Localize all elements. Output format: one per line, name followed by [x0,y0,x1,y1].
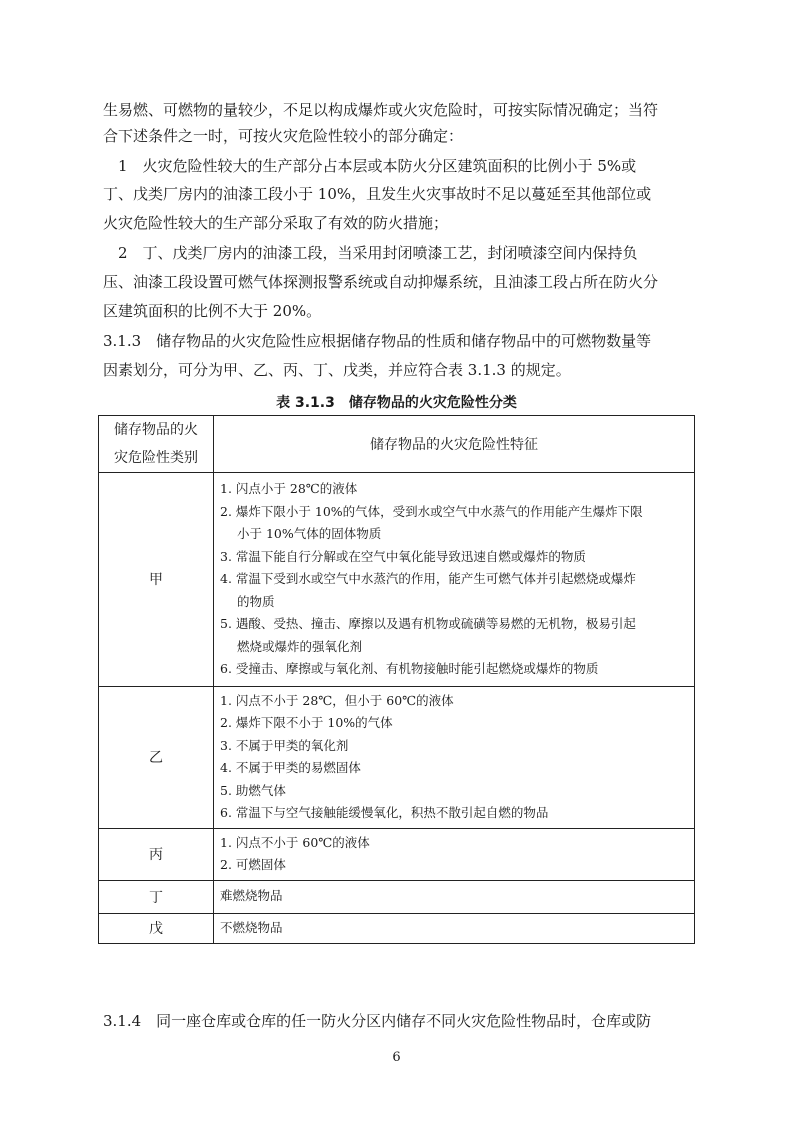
description-cell [214,880,695,913]
list-item: 2. 爆炸下限小于 10%的气体，受到水或空气中水蒸气的作用能产生爆炸下限 [220,503,643,519]
paragraph-line: 火灾危险性较大的生产部分采取了有效的防火措施； [103,214,449,232]
paragraph-line: 丁、戊类厂房内的油漆工段小于 10%，且发生火灾事故时不足以蔓延至其他部位或 [103,185,652,203]
list-item: 2. 可燃固体 [220,857,286,872]
table-title: 表 3.1.3 储存物品的火灾危险性分类 [276,395,517,411]
list-item: 1. 闪点小于 28℃的液体 [220,481,358,496]
category-cell: 丁 [99,880,214,913]
clause-3-1-4: 3.1.4 同一座仓库或仓库的任一防火分区内储存不同火灾危险性物品时，仓库或防 [103,1012,652,1030]
list-item: 1. 闪点不小于 60℃的液体 [220,834,370,850]
category-cell: 甲 [99,473,214,687]
category-cell: 乙 [99,686,214,828]
paragraph-line: 合下述条件之一时，可按火灾危险性较小的部分确定： [103,127,464,145]
header-category-line: 灾危险性类别 [114,450,198,466]
table-row [99,686,695,828]
description-cell [214,828,695,880]
list-item: 难燃烧物品 [220,888,283,904]
list-item: 5. 遇酸、受热、撞击、摩擦以及遇有机物或硫磺等易燃的无机物，极易引起 [220,616,636,631]
list-item: 6. 常温下与空气接触能缓慢氧化，积热不散引起自燃的物品 [220,805,549,820]
header-category-cell [99,416,214,473]
header-category-line: 储存物品的火 [114,422,198,438]
list-item: 燃烧或爆炸的强氧化剂 [237,638,363,654]
clause-3-1-3: 3.1.3 储存物品的火灾危险性应根据储存物品的性质和储存物品中的可燃物数量等 [103,332,652,350]
list-item: 5. 助燃气体 [220,782,286,798]
paragraph-line: 2 丁、戊类厂房内的油漆工段，当采用封闭喷漆工艺，封闭喷漆空间内保持负 [103,244,638,262]
list-item: 不燃烧物品 [220,919,283,935]
list-item: 3. 不属于甲类的氧化剂 [220,737,349,753]
table-row [99,880,695,913]
category-cell: 丙 [99,828,214,880]
paragraph-line: 1 火灾危险性较大的生产部分占本层或本防火分区建筑面积的比例小于 5%或 [103,157,637,175]
list-item: 6. 受撞击、摩擦或与氧化剂、有机物接触时能引起燃烧或爆炸的物质 [220,661,599,676]
description-cell [214,913,695,943]
header-description-cell: 储存物品的火灾危险性特征 [214,416,695,473]
table-header-row [99,416,695,473]
category-cell: 戊 [99,913,214,943]
paragraph-line: 区建筑面积的比例不大于 20%。 [103,302,322,320]
table-row [99,913,695,943]
list-item: 小于 10%气体的固体物质 [237,526,382,541]
list-item: 4. 常温下受到水或空气中水蒸汽的作用，能产生可燃气体并引起燃烧或爆炸 [220,571,636,586]
table-row [99,473,695,687]
page-number: 6 [392,1050,401,1065]
list-item: 的物质 [237,593,275,609]
list-item: 2. 爆炸下限不小于 10%的气体 [220,715,393,730]
description-cell [214,686,695,828]
list-item: 3. 常温下能自行分解或在空气中氧化能导致迅速自燃或爆炸的物质 [220,548,586,564]
list-item: 4. 不属于甲类的易燃固体 [220,760,361,775]
paragraph-line: 生易燃、可燃物的量较少，不足以构成爆炸或火灾危险时，可按实际情况确定；当符 [103,101,659,119]
description-cell [214,473,695,687]
table-row [99,828,695,880]
paragraph-line: 压、油漆工段设置可燃气体探测报警系统或自动抑爆系统，且油漆工段占所在防火分 [103,273,659,291]
hazard-classification-table [98,415,695,944]
paragraph-line: 因素划分，可分为甲、乙、丙、丁、戊类，并应符合表 3.1.3 的规定。 [103,361,571,379]
list-item: 1. 闪点不小于 28℃，但小于 60℃的液体 [220,692,454,708]
